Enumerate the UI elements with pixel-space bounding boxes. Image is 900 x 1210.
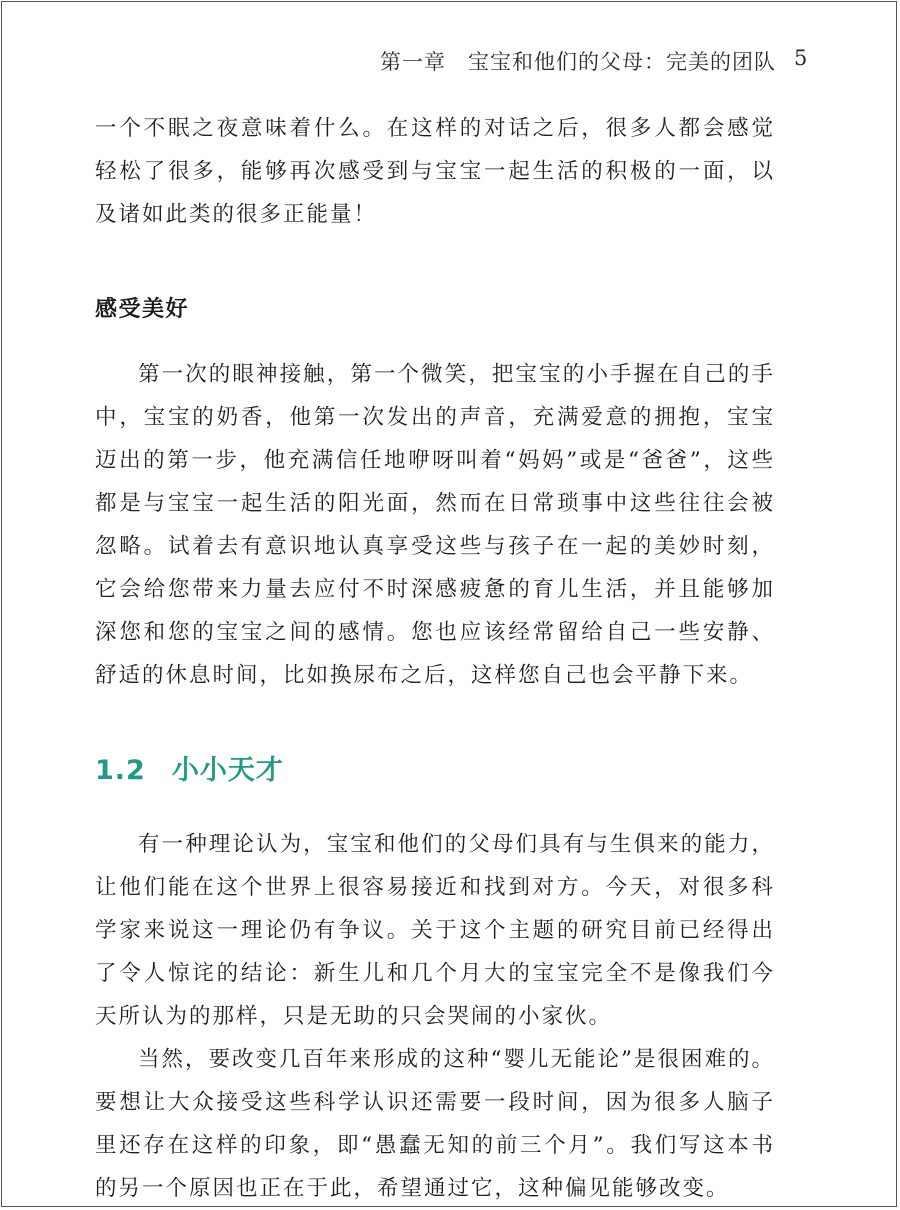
- subsection-heading: 感受美好: [95, 297, 190, 322]
- page-body: [95, 107, 775, 1210]
- running-head: [380, 46, 809, 76]
- section-number: 1.2: [95, 755, 146, 786]
- section-paragraph: 当然，要改变几百年来形成的这种“婴儿无能论”是很困难的。要想让大众接受这些科学认识还需要一段时间，因为很多人脑子里还存在这样的印象，即“愚蠢无知的前三个月”。我们写这本书的另一个原因也正在于此，希望通过它，这种偏见能够改变。: [95, 1047, 775, 1201]
- page-number: 5: [794, 46, 809, 70]
- subsection-paragraph: 第一次的眼神接触，第一个微笑，把宝宝的小手握在自己的手中，宝宝的奶香，他第一次发出的声音，充满爱意的拥抱，宝宝迈出的第一步，他充满信任地咿呀叫着“妈妈”或是“爸爸”，这些都是与宝宝一起生活的阳光面，然而在日常琐事中这些往往会被忽略。试着去有意识地认真享受这些与孩子在一起的美妙时刻，它会给您带来力量去应付不时深感疲惫的育儿生活，并且能够加深您和您的宝宝之间的感情。您也应该经常留给自己一些安静、舒适的休息时间，比如换尿布之后，这样您自己也会平静下来。: [95, 362, 775, 688]
- section-heading: [95, 749, 775, 792]
- chapter-title: 第一章 宝宝和他们的父母：完美的团队: [380, 50, 776, 74]
- section-title: 小小天才: [171, 755, 284, 786]
- section-paragraph: 有一种理论认为，宝宝和他们的父母们具有与生俱来的能力，让他们能在这个世界上很容易接近和找到对方。今天，对很多科学家来说这一理论仍有争议。关于这个主题的研究目前已经得出了令人惊诧的结论：新生儿和几个月大的宝宝完全不是像我们今天所认为的那样，只是无助的只会哭闹的小家伙。: [95, 832, 775, 1029]
- continued-paragraph: 一个不眠之夜意味着什么。在这样的对话之后，很多人都会感觉轻松了很多，能够再次感受到与宝宝一起生活的积极的一面，以及诸如此类的很多正能量！: [95, 116, 775, 227]
